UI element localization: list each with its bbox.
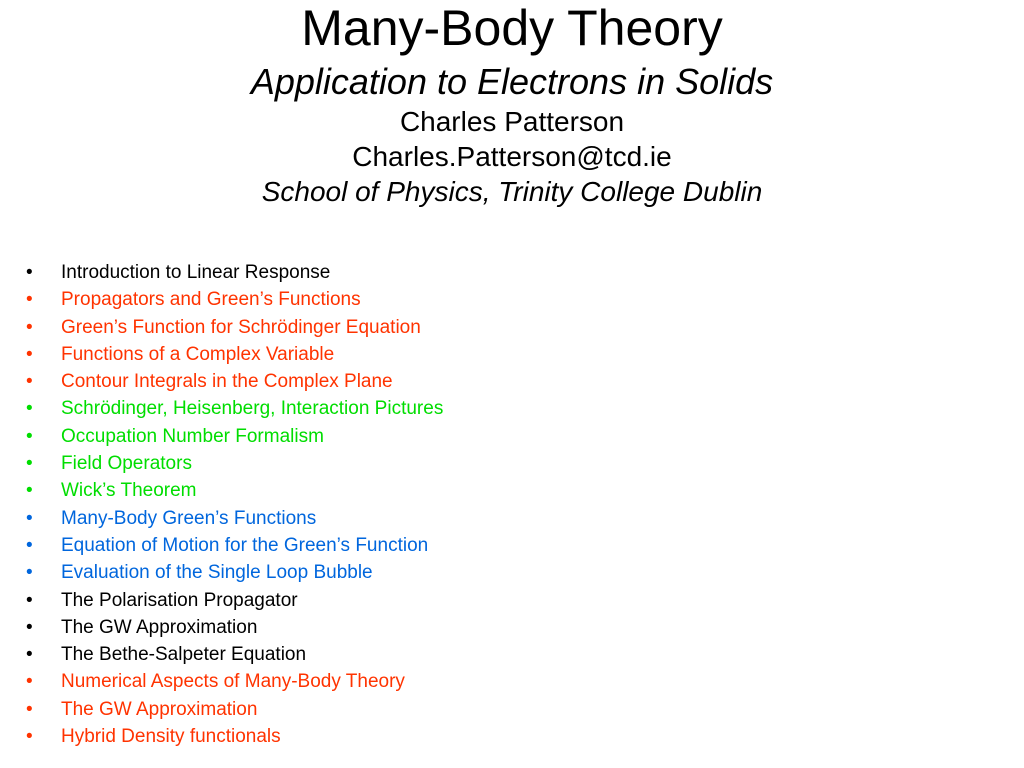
topic-text: The Bethe-Salpeter Equation	[61, 644, 307, 666]
topic-text: Wick’s Theorem	[61, 480, 197, 502]
topic-text: Functions of a Complex Variable	[61, 343, 335, 365]
slide-subtitle: Application to Electrons in Solids	[250, 61, 774, 102]
bullet-dot-icon: •	[26, 726, 33, 748]
topic-text: Green’s Function for Schrödinger Equation	[61, 316, 421, 338]
topic-text: Field Operators	[61, 453, 192, 475]
bullet-dot-icon: •	[26, 534, 33, 556]
bullet-dot-icon: •	[26, 289, 33, 311]
bullet-dot-icon: •	[26, 425, 33, 447]
bullet-dot-icon: •	[26, 453, 33, 475]
author-affiliation: School of Physics, Trinity College Dublin	[261, 176, 763, 207]
topic-text: The GW Approximation	[61, 616, 258, 638]
bullet-dot-icon: •	[26, 644, 33, 666]
topic-text: Occupation Number Formalism	[61, 425, 324, 447]
topic-text: Equation of Motion for the Green’s Function	[61, 534, 429, 556]
topic-text: Hybrid Density functionals	[61, 726, 281, 748]
bullet-dot-icon: •	[26, 507, 33, 529]
bullet-dot-icon: •	[26, 589, 33, 611]
topic-text: Propagators and Green’s Functions	[61, 289, 361, 311]
bullet-dot-icon: •	[26, 398, 33, 420]
topic-text: The GW Approximation	[61, 698, 258, 720]
topic-text: Evaluation of the Single Loop Bubble	[61, 562, 373, 584]
topic-text: Numerical Aspects of Many-Body Theory	[61, 671, 405, 693]
topic-text: Many-Body Green’s Functions	[61, 507, 317, 529]
bullet-dot-icon: •	[26, 262, 33, 283]
author-name: Charles Patterson	[399, 106, 625, 137]
bullet-dot-icon: •	[26, 698, 33, 720]
bullet-dot-icon: •	[26, 343, 33, 365]
bullet-dot-icon: •	[26, 316, 33, 338]
topic-text: Schrödinger, Heisenberg, Interaction Pictures	[61, 398, 444, 420]
bullet-dot-icon: •	[26, 562, 33, 584]
bullet-dot-icon: •	[26, 480, 33, 502]
topic-text: Contour Integrals in the Complex Plane	[61, 371, 393, 393]
bullet-dot-icon: •	[26, 616, 33, 638]
slide-title: Many-Body Theory	[301, 0, 723, 56]
topic-text: Introduction to Linear Response	[61, 262, 331, 283]
topic-text: The Polarisation Propagator	[61, 589, 298, 611]
bullet-dot-icon: •	[26, 371, 33, 393]
bullet-dot-icon: •	[26, 671, 33, 693]
author-email: Charles.Patterson@tcd.ie	[352, 141, 672, 172]
slide-header	[0, 0, 1024, 209]
